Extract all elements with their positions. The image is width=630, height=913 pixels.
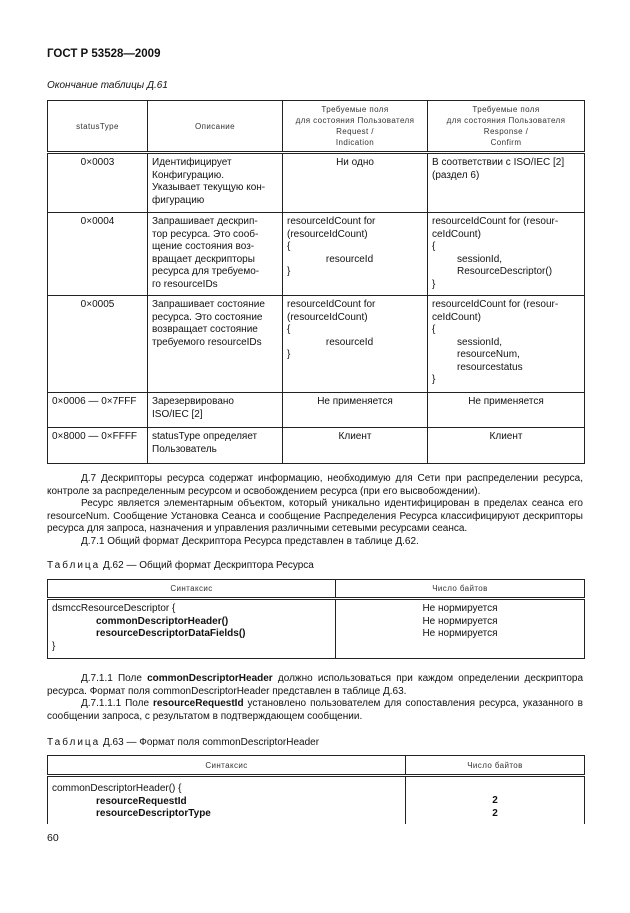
- response-cell: В соответствии с ISO/IEC [2] (раздел 6): [428, 153, 585, 213]
- document-header: ГОСТ Р 53528—2009: [47, 48, 161, 60]
- column-header: Описание: [148, 101, 283, 153]
- term: commonDescriptorHeader: [147, 673, 273, 684]
- column-header: Синтаксис: [48, 580, 336, 599]
- caption-prefix: Таблица: [47, 560, 101, 571]
- column-header: Число байтов: [406, 756, 585, 776]
- table-d62-caption: [47, 560, 314, 571]
- request-cell: Клиент: [283, 428, 428, 464]
- text: Д.7.1.1.1 Поле: [81, 698, 153, 709]
- table-header-row: [48, 101, 585, 153]
- bytes-value: 2: [492, 807, 498, 819]
- syntax-cell: [48, 599, 336, 659]
- status-type-cell: 0×0005: [48, 296, 148, 393]
- response-cell: resourceIdCount for (resour- ceIdCount) { sessionId, resourceNum, resourcestatus }: [428, 296, 585, 393]
- section-d711-text: [47, 673, 583, 723]
- syntax-line: resourceDescriptorDataFields(): [96, 628, 246, 639]
- table-header-row: [48, 580, 585, 599]
- column-header: statusType: [48, 101, 148, 153]
- column-header: Требуемые поля для состояния Пользователя Request / Indication: [283, 101, 428, 153]
- table-d61-caption: Окончание таблицы Д.61: [47, 80, 168, 91]
- description-cell: Зарезервировано ISO/IEC [2]: [148, 393, 283, 428]
- bytes-value: Не нормируется: [422, 603, 498, 614]
- page-number: 60: [47, 832, 59, 844]
- status-type-cell: 0×0004: [48, 213, 148, 296]
- status-type-cell: 0×0003: [48, 153, 148, 213]
- paragraph: Ресурс является элементарным объектом, который уникально идентифицирован в пределах сеанса его resourceNum. Сообщение Установка Сеанса и сообщение Распределения Ресурса классифицируют дескрипторы ресурса для запроса, назначения и управления различными сетевыми ресурсами сеанса.: [47, 498, 583, 534]
- column-header: Число байтов: [336, 580, 585, 599]
- description-cell: Запрашивает состояние ресурса. Это состояние возвращает состояние требуемого resourceIDs: [148, 296, 283, 393]
- text: должно использоваться при каждом определении дескриптора ресурса. Формат поля commonDescriptorHeader представлен в таблице Д.63.: [47, 673, 584, 697]
- description-cell: Идентифицирует Конфигурацию. Указывает текущую кон- фигурацию: [148, 153, 283, 213]
- table-row: [48, 213, 585, 296]
- table-d61: [47, 100, 585, 464]
- request-cell: Ни одно: [283, 153, 428, 213]
- table-row: [48, 428, 585, 464]
- table-header-row: [48, 756, 585, 776]
- bytes-cell: [406, 776, 585, 824]
- term: resourceRequestId: [152, 698, 244, 709]
- text: установлено пользователем для сопоставления ресурса, указанного в сообщении запроса, с результатом в подтверждающем сообщении.: [47, 698, 583, 722]
- syntax-line: commonDescriptorHeader() {: [52, 783, 182, 794]
- table-row: [48, 776, 585, 824]
- response-cell: Не применяется: [428, 393, 585, 428]
- caption-prefix: Таблица: [47, 737, 101, 748]
- table-row: [48, 296, 585, 393]
- bytes-value: Не нормируется: [422, 615, 498, 627]
- table-row: [48, 599, 585, 659]
- caption-text: Д.63 — Формат поля commonDescriptorHeader: [100, 737, 320, 748]
- paragraph: [47, 673, 583, 698]
- text: Д.7.1.1 Поле: [81, 673, 148, 684]
- request-cell: Не применяется: [283, 393, 428, 428]
- syntax-line: }: [52, 640, 56, 652]
- syntax-line: dsmccResourceDescriptor {: [52, 603, 176, 614]
- section-d7-text: [47, 473, 583, 548]
- paragraph: Д.7 Дескрипторы ресурса содержат информацию, необходимую для Сети при распределении ресурса, контроле за распределенным ресурсом и освобождением ресурса (при его высвобождении).: [47, 473, 583, 497]
- request-cell: resourceIdCount for (resourceIdCount) { resourceId }: [283, 213, 428, 296]
- table-d63-caption: [47, 737, 319, 748]
- request-cell: resourceIdCount for (resourceIdCount) { resourceId }: [283, 296, 428, 393]
- description-cell: Запрашивает дескрип- тор ресурса. Это сооб- щение состояния воз- вращает дескрипторы ресурса для требуемо- го resourceIDs: [148, 213, 283, 296]
- description-cell: statusType определяет Пользователь: [148, 428, 283, 464]
- paragraph: Д.7.1 Общий формат Дескриптора Ресурса представлен в таблице Д.62.: [81, 535, 419, 547]
- caption-text: Д.62 — Общий формат Дескриптора Ресурса: [100, 560, 314, 571]
- status-type-cell: 0×0006 — 0×7FFF: [48, 393, 148, 428]
- table-d62: [47, 579, 585, 659]
- syntax-cell: [48, 776, 406, 824]
- response-cell: Клиент: [428, 428, 585, 464]
- syntax-line: commonDescriptorHeader(): [96, 615, 229, 627]
- column-header: Требуемые поля для состояния Пользователя Response / Confirm: [428, 101, 585, 153]
- syntax-line: resourceRequestId: [96, 795, 187, 807]
- bytes-value: Не нормируется: [422, 628, 498, 639]
- table-d63: [47, 755, 585, 824]
- table-row: [48, 153, 585, 213]
- table-row: [48, 393, 585, 428]
- paragraph: [47, 698, 583, 723]
- bytes-value: 2: [492, 795, 498, 806]
- response-cell: resourceIdCount for (resour- ceIdCount) { sessionId, ResourceDescriptor() }: [428, 213, 585, 296]
- status-type-cell: 0×8000 — 0×FFFF: [48, 428, 148, 464]
- column-header: Синтаксис: [48, 756, 406, 776]
- bytes-cell: [336, 599, 585, 659]
- syntax-line: resourceDescriptorType: [96, 808, 211, 819]
